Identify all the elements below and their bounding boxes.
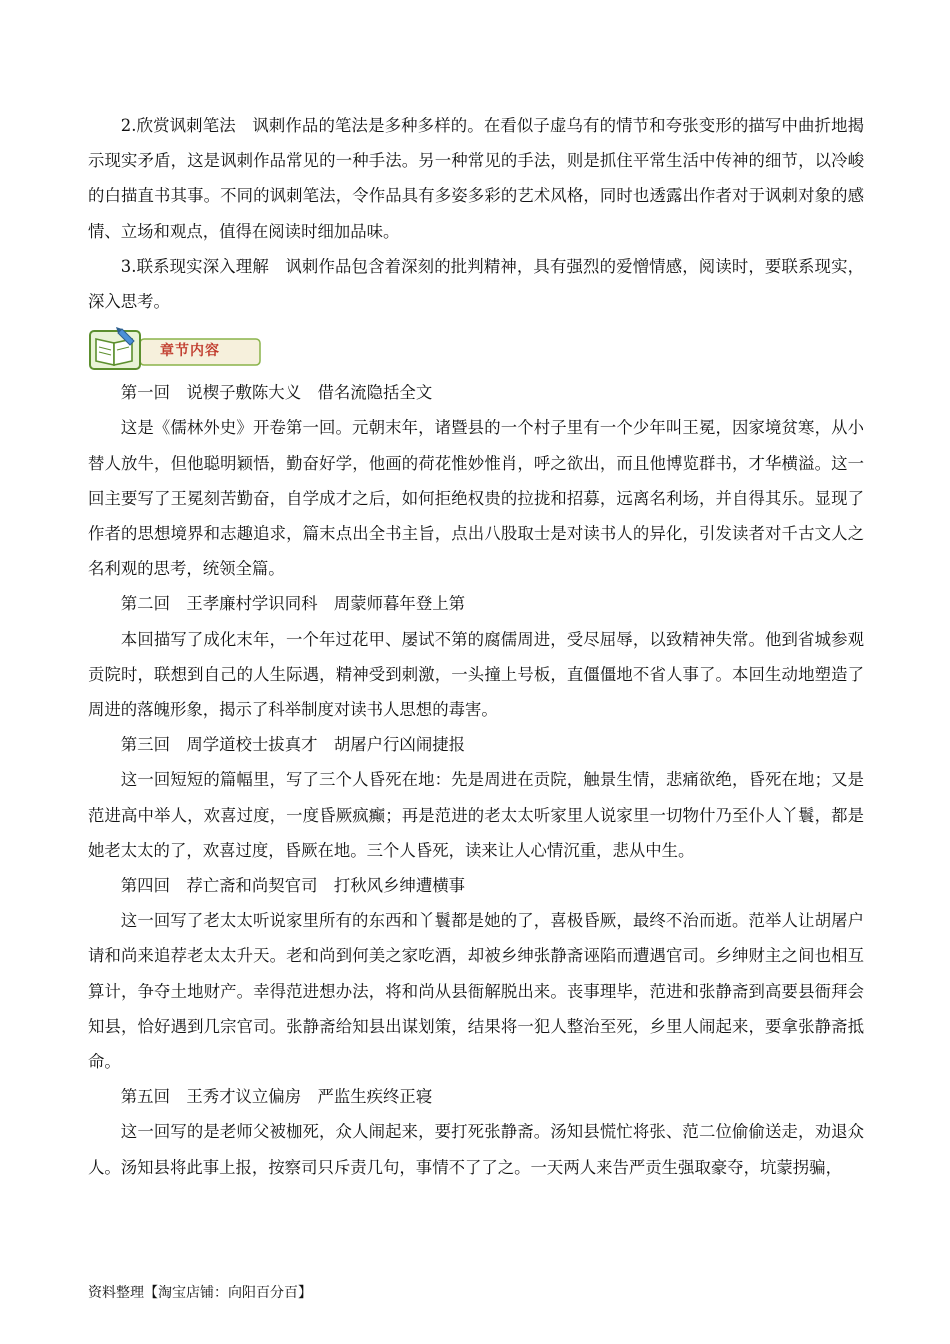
chapter-4-summary: 这一回写了老太太听说家里所有的东西和丫鬟都是她的了，喜极昏厥，最终不治而逝。范举人让胡屠户请和尚来追荐老太太升天。老和尚到何美之家吃酒，却被乡绅张静斋诬陷而遭遇官司。乡绅财主之间也相互算计，争夺土地财产。幸得范进想办法，将和尚从县衙解脱出来。丧事理毕，范进和张静斋到高要县衙拜会知县，恰好遇到几宗官司。张静斋给知县出谋划策，结果将一犯人整治至死，乡里人闹起来，要拿张静斋抵命。 xyxy=(88,911,864,1072)
chapter-1-heading: 第一回 说楔子敷陈大义 借名流隐括全文 xyxy=(120,383,433,403)
chapter-5-heading: 第五回 王秀才议立偏房 严监生疾终正寝 xyxy=(120,1087,433,1107)
section-banner-label: 章节内容 xyxy=(160,343,220,360)
chapter-2-summary: 本回描写了成化末年，一个年过花甲、屡试不第的腐儒周进，受尽屈辱，以致精神失常。他到省城参观贡院时，联想到自己的人生际遇，精神受到刺激，一头撞上号板，直僵僵地不省人事了。本回生动地塑造了周进的落魄形象，揭示了科举制度对读书人思想的毒害。 xyxy=(88,629,864,720)
section-banner xyxy=(88,325,864,375)
page-footer: 资料整理【淘宝店铺：向阳百分百】 xyxy=(88,1285,312,1301)
intro-paragraph-reality: 3.联系现实深入理解 讽刺作品包含着深刻的批判精神，具有强烈的爱憎情感，阅读时，要联系现实，深入思考。 xyxy=(88,256,864,312)
chapter-4-heading: 第四回 荐亡斋和尚契官司 打秋风乡绅遭横事 xyxy=(120,876,465,896)
document-body xyxy=(88,108,864,1185)
intro-paragraph-satire-style: 2.欣赏讽刺笔法 讽刺作品的笔法是多种多样的。在看似子虚乌有的情节和夸张变形的描写中曲折地揭示现实矛盾，这是讽刺作品常见的一种手法。另一种常见的手法，则是抓住平常生活中传神的细节，以冷峻的白描直书其事。不同的讽刺笔法，令作品具有多姿多彩的艺术风格，同时也透露出作者对于讽刺对象的感情、立场和观点，值得在阅读时细加品味。 xyxy=(88,116,864,241)
chapter-5-summary: 这一回写的是老师父被枷死，众人闹起来，要打死张静斋。汤知县慌忙将张、范二位偷偷送走，劝退众人。汤知县将此事上报，按察司只斥责几句，事情不了了之。一天两人来告严贡生强取豪夺，坑蒙拐骗， xyxy=(88,1122,864,1177)
chapter-3-summary: 这一回短短的篇幅里，写了三个人昏死在地：先是周进在贡院，触景生情，悲痛欲绝，昏死在地；又是范进高中举人，欢喜过度，一度昏厥疯癫；再是范进的老太太听家里人说家里一切物什乃至仆人丫鬟，都是她老太太的了，欢喜过度，昏厥在地。三个人昏死，读来让人心情沉重，悲从中生。 xyxy=(88,770,864,860)
chapter-3-heading: 第三回 周学道校士拔真才 胡屠户行凶闹捷报 xyxy=(120,735,465,755)
chapter-2-heading: 第二回 王孝廉村学识同科 周蒙师暮年登上第 xyxy=(120,594,465,614)
chapter-1-summary: 这是《儒林外史》开卷第一回。元朝末年，诸暨县的一个村子里有一个少年叫王冕，因家境贫寒，从小替人放牛，但他聪明颖悟，勤奋好学，他画的荷花惟妙惟肖，呼之欲出，而且他博览群书，才华横溢。这一回主要写了王冕刻苦勤奋，自学成才之后，如何拒绝权贵的拉拢和招募，远离名利场，并自得其乐。显现了作者的思想境界和志趣追求，篇末点出全书主旨，点出八股取士是对读书人的异化，引发读者对千古文人之名利观的思考，统领全篇。 xyxy=(88,418,864,579)
